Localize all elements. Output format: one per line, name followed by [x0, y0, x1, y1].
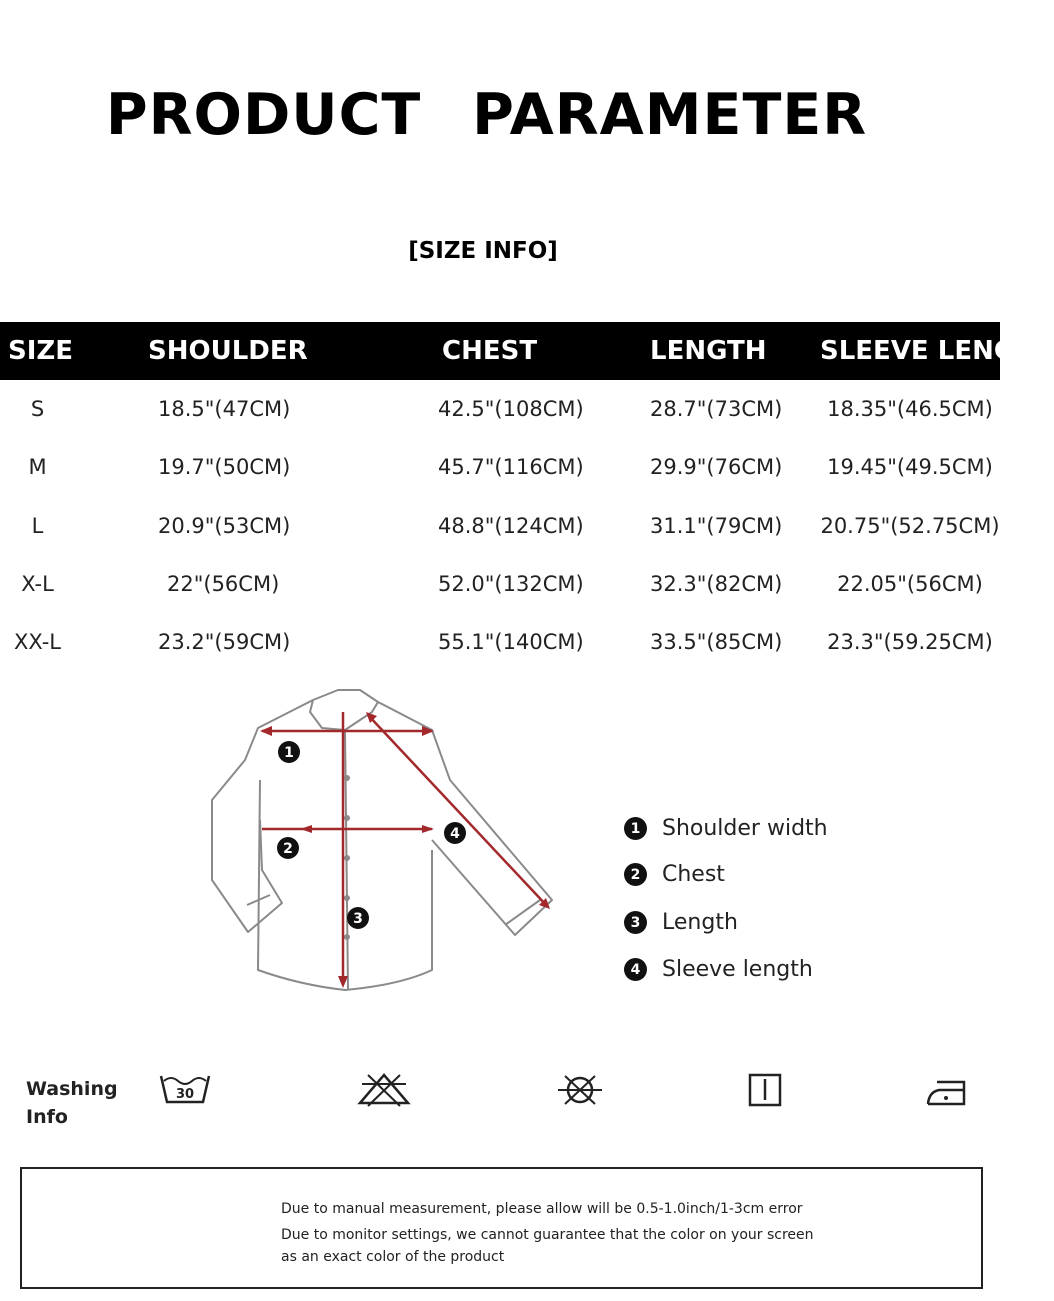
washing-label-line2: Info	[26, 1106, 68, 1128]
table-cell: 45.7"(116CM)	[438, 455, 584, 480]
legend-label: Length	[662, 910, 738, 935]
table-header-row	[0, 322, 1000, 380]
legend-item-chest	[624, 862, 725, 887]
table-row	[0, 497, 1000, 555]
header-chest: CHEST	[375, 322, 650, 380]
disclaimer-line: Due to monitor settings, we cannot guarantee that the color on your screen	[281, 1227, 814, 1243]
legend-number: 1	[624, 817, 647, 840]
sleeve-measure-line	[368, 715, 548, 907]
table-cell: M	[28, 455, 47, 480]
washing-label-line1: Washing	[26, 1078, 118, 1100]
table-cell: 20.75"(52.75CM)	[820, 513, 1000, 538]
table-cell: 42.5"(108CM)	[438, 397, 584, 422]
svg-text:30: 30	[175, 1087, 195, 1102]
table-cell: 32.3"(82CM)	[650, 572, 783, 597]
table-cell: 48.8"(124CM)	[438, 513, 584, 538]
legend-number: 2	[624, 863, 647, 886]
header-size: SIZE	[0, 322, 75, 380]
table-cell: 18.35"(46.5CM)	[827, 397, 993, 422]
legend-item-sleeve-length	[624, 957, 813, 982]
page-title: PRODUCT PARAMETER	[105, 82, 868, 148]
table-cell: 22.05"(56CM)	[837, 572, 983, 597]
table-cell: 19.45"(49.5CM)	[827, 455, 993, 480]
section-subtitle: [SIZE INFO]	[408, 238, 558, 264]
marker-2: 2	[283, 841, 293, 857]
table-row	[0, 438, 1000, 496]
disclaimer-box	[20, 1167, 983, 1289]
table-cell: 18.5"(47CM)	[158, 397, 291, 422]
disclaimer-line: as an exact color of the product	[281, 1249, 505, 1265]
marker-1: 1	[284, 745, 294, 761]
marker-3: 3	[353, 911, 363, 927]
table-cell: 22"(56CM)	[167, 572, 280, 597]
legend-number: 3	[624, 911, 647, 934]
table-row	[0, 380, 1000, 438]
table-cell: 55.1"(140CM)	[438, 630, 584, 655]
iron-low-icon	[925, 1074, 967, 1108]
table-cell: L	[31, 513, 44, 538]
legend-label: Sleeve length	[662, 957, 813, 982]
table-cell: 23.2"(59CM)	[158, 630, 291, 655]
header-length: LENGTH	[650, 322, 820, 380]
legend-item-length	[624, 910, 738, 935]
table-cell: S	[30, 397, 45, 422]
table-cell: 28.7"(73CM)	[650, 397, 783, 422]
wash-30-icon	[158, 1072, 212, 1108]
diagram-markers	[277, 741, 466, 929]
table-cell: XX-L	[13, 630, 61, 655]
do-not-tumble-dry-icon	[555, 1072, 605, 1108]
table-row	[0, 613, 1000, 671]
header-sleeve-length: SLEEVE LENGTH	[820, 322, 1000, 380]
legend-label: Chest	[662, 862, 725, 887]
shirt-measurement-diagram	[200, 680, 570, 1000]
header-shoulder: SHOULDER	[75, 322, 375, 380]
table-cell: 19.7"(50CM)	[158, 455, 291, 480]
disclaimer-line: Due to manual measurement, please allow will be 0.5-1.0inch/1-3cm error	[281, 1201, 803, 1217]
table-row	[0, 555, 1000, 613]
size-table	[0, 322, 1054, 671]
table-cell: 31.1"(79CM)	[650, 513, 783, 538]
table-cell: 23.3"(59.25CM)	[827, 630, 993, 655]
table-cell: 20.9"(53CM)	[158, 513, 291, 538]
shirt-outline	[212, 690, 552, 990]
legend-label: Shoulder width	[662, 816, 828, 841]
table-cell: 52.0"(132CM)	[438, 572, 584, 597]
do-not-bleach-icon	[356, 1072, 412, 1108]
measure-lines	[260, 712, 550, 988]
table-cell: X-L	[21, 572, 54, 597]
legend-item-shoulder-width	[624, 816, 828, 841]
washing-info-label	[26, 1075, 118, 1131]
table-cell: 33.5"(85CM)	[650, 630, 783, 655]
table-cell: 29.9"(76CM)	[650, 455, 783, 480]
marker-4: 4	[450, 826, 460, 842]
line-dry-icon	[747, 1072, 783, 1108]
legend-number: 4	[624, 958, 647, 981]
